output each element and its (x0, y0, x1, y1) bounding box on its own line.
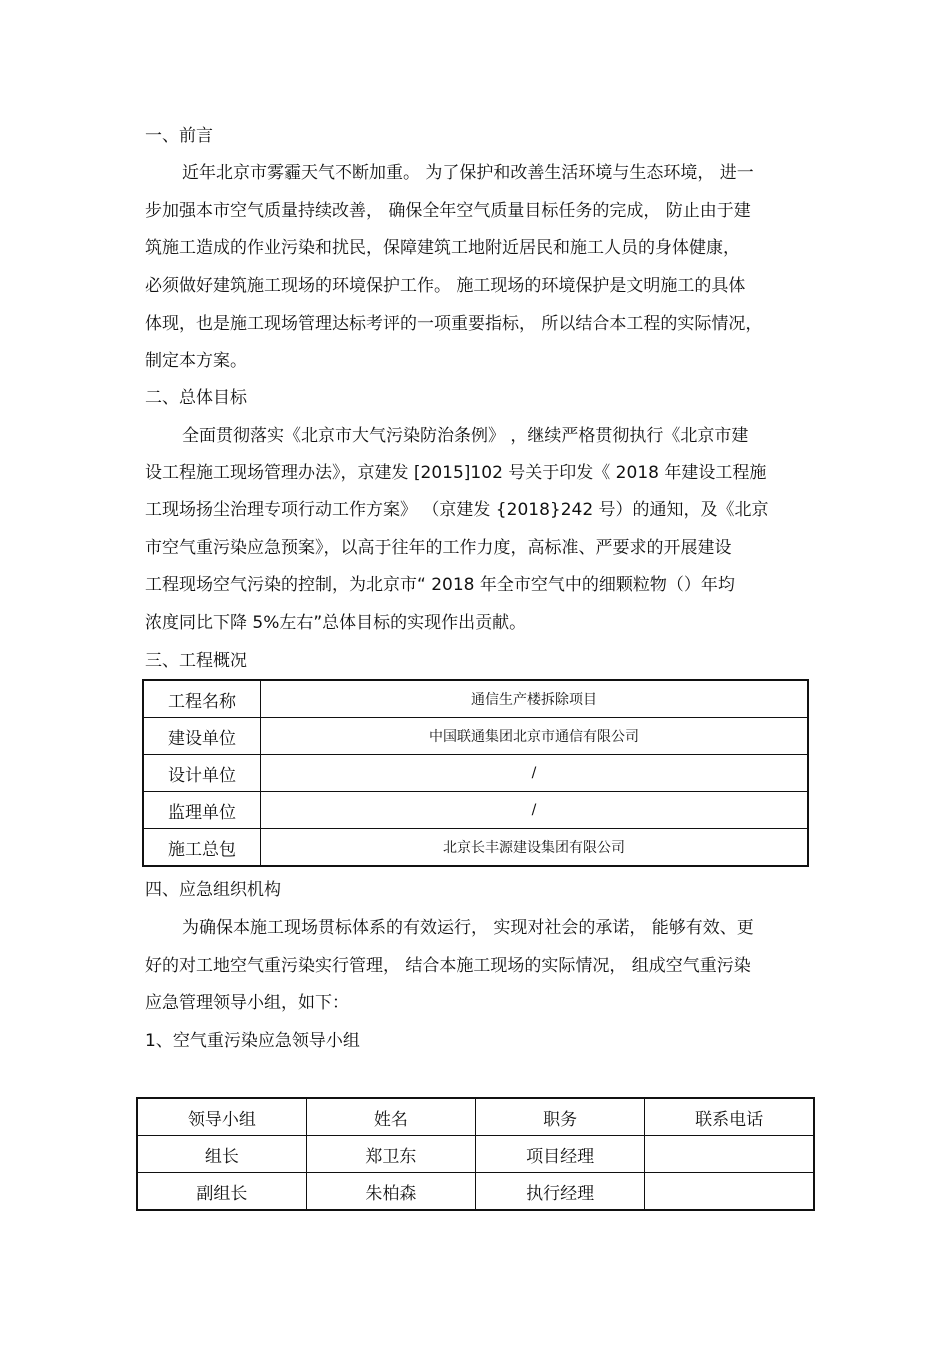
leadership-team-table (136, 1097, 815, 1211)
table-row (137, 1136, 814, 1173)
project-overview-table (142, 679, 809, 867)
paragraph-line: 筑施工造成的作业污染和扰民，保障建筑工地附近居民和施工人员的身体健康， (145, 238, 740, 258)
paragraph-line: 好的对工地空气重污染实行管理， 结合本施工现场的实际情况， 组成空气重污染 (145, 956, 751, 976)
table-cell-value: 通信生产楼拆除项目 (261, 680, 809, 718)
paragraph-line: 设工程施工现场管理办法》，京建发 [2015]102 号关于印发《 2018 年建设工程施 (145, 463, 767, 483)
table-cell-value: / (261, 792, 809, 829)
section-heading-overview: 三、工程概况 (145, 651, 247, 671)
column-header: 姓名 (306, 1098, 475, 1136)
table-row (143, 755, 808, 792)
paragraph-line: 必须做好建筑施工现场的环境保护工作。 施工现场的环境保护是文明施工的具体 (145, 276, 746, 296)
table-cell-label: 设计单位 (143, 755, 261, 792)
table-cell-label: 监理单位 (143, 792, 261, 829)
table-cell-value: / (261, 755, 809, 792)
column-header: 职务 (476, 1098, 645, 1136)
paragraph-line: 工程现场空气污染的控制，为北京市“ 2018 年全市空气中的细颗粒物（）年均 (145, 575, 735, 595)
paragraph-line: 全面贯彻落实《北京市大气污染防治条例》 ，继续严格贯彻执行《北京市建 (182, 426, 749, 446)
table-cell: 朱柏森 (306, 1173, 475, 1211)
paragraph-line: 应急管理领导小组，如下： (145, 993, 349, 1013)
table-row (143, 792, 808, 829)
paragraph-line: 工现场扬尘治理专项行动工作方案》 （京建发 {2018}242 号）的通知，及《北京 (145, 500, 769, 520)
paragraph-line: 制定本方案。 (145, 351, 247, 371)
table-cell: 副组长 (137, 1173, 306, 1211)
paragraph-line: 步加强本市空气质量持续改善， 确保全年空气质量目标任务的完成， 防止由于建 (145, 201, 751, 221)
table-cell: 郑卫东 (306, 1136, 475, 1173)
table-row (143, 829, 808, 867)
table-cell-label: 施工总包 (143, 829, 261, 867)
section-heading-goals: 二、总体目标 (145, 388, 247, 408)
paragraph-line: 近年北京市雾霾天气不断加重。 为了保护和改善生活环境与生态环境， 进一 (182, 163, 754, 183)
column-header: 领导小组 (137, 1098, 306, 1136)
paragraph-line: 体现，也是施工现场管理达标考评的一项重要指标， 所以结合本工程的实际情况， (145, 314, 763, 334)
table-cell-label: 工程名称 (143, 680, 261, 718)
paragraph-line: 浓度同比下降 5%左右”总体目标的实现作出贡献。 (145, 613, 527, 633)
table-cell: 执行经理 (476, 1173, 645, 1211)
table-row (137, 1173, 814, 1211)
table-header-row (137, 1098, 814, 1136)
table-row (143, 680, 808, 718)
section-heading-preface: 一、前言 (145, 126, 213, 146)
table-cell: 组长 (137, 1136, 306, 1173)
table-row (143, 718, 808, 755)
table-cell (645, 1173, 814, 1211)
table-cell-value: 北京长丰源建设集团有限公司 (261, 829, 809, 867)
paragraph-line: 为确保本施工现场贯标体系的有效运行， 实现对社会的承诺， 能够有效、更 (182, 918, 754, 938)
table-cell-value: 中国联通集团北京市通信有限公司 (261, 718, 809, 755)
column-header: 联系电话 (645, 1098, 814, 1136)
table-cell (645, 1136, 814, 1173)
table-cell: 项目经理 (476, 1136, 645, 1173)
subsection-heading: 1、空气重污染应急领导小组 (145, 1031, 360, 1051)
paragraph-line: 市空气重污染应急预案》，以高于往年的工作力度，高标准、严要求的开展建设 (145, 538, 732, 558)
table-cell-label: 建设单位 (143, 718, 261, 755)
section-heading-emergency-org: 四、应急组织机构 (145, 880, 281, 900)
